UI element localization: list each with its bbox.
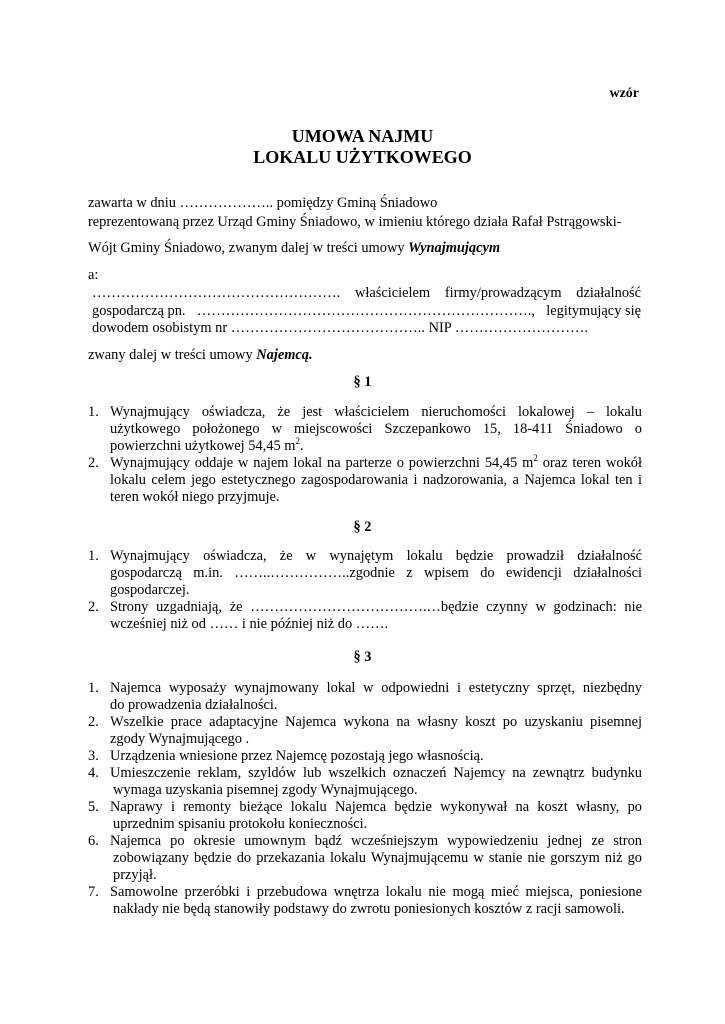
party-line-2-dots: …………………………………………………………….,	[196, 303, 535, 319]
intro-line-2: reprezentowaną przez Urząd Gminy Śniadowo, w imieniu którego działa Rafał Pstrągowski-	[88, 214, 622, 230]
list-item-line	[110, 438, 642, 455]
tenant-clause-text: zwany dalej w treści umowy	[88, 347, 257, 363]
list-item-line: Urządzenia wniesione przez Najemcę pozostają jego własnością.	[110, 748, 484, 764]
list-item-number: 2.	[88, 455, 99, 471]
list-item	[88, 455, 642, 506]
section-2-list	[88, 548, 642, 633]
list-item-text: powierzchni użytkowej 54,45 m	[110, 438, 296, 454]
document-label: wzór	[609, 86, 639, 101]
list-item-line: uprzednim spisaniu protokołu konieczności.	[113, 816, 368, 832]
list-item-line: zgody Wynajmującego .	[110, 731, 250, 747]
list-item-number: 3.	[88, 748, 99, 764]
list-item-number: 7.	[88, 884, 99, 900]
list-item-number: 6.	[88, 833, 99, 849]
list-item-line: lokalu celem jego estetycznego zagospodarowania i nadzorowania, a Najemca lokal ten i	[110, 472, 642, 488]
list-item-line	[110, 455, 642, 472]
party-line-2-word-2: legitymujący się	[546, 303, 641, 319]
list-item-number: 2.	[88, 599, 99, 615]
list-item	[88, 884, 642, 918]
tenant-role: Najemcą.	[256, 347, 313, 363]
list-item	[88, 833, 642, 884]
list-item	[88, 548, 642, 599]
list-item-line: wymaga uzyskania pisemnej zgody Wynajmującego.	[113, 782, 418, 798]
list-item-text: oraz teren wokół	[537, 455, 642, 471]
party-line-1	[92, 285, 641, 302]
list-item-line: Wszelkie prace adaptacyjne Najemca wykona na własny koszt po uzyskaniu pisemnej	[110, 714, 642, 730]
list-item-line: gospodarczą m.in. ……..……………..zgodnie z wpisem do ewidencji działalności	[110, 565, 642, 581]
party-line-2	[92, 303, 641, 320]
list-item-number: 1.	[88, 680, 99, 696]
document-title-line-1: UMOWA NAJMU	[291, 126, 434, 146]
intro-a: a:	[88, 267, 99, 283]
list-item-line: Umieszczenie reklam, szyldów lub wszelkich oznaczeń Najemcy na zewnątrz budynku	[110, 765, 642, 781]
list-item-line: Wynajmujący oświadcza, że jest właścicielem nieruchomości lokalowej – lokalu	[110, 404, 642, 420]
list-item-line: Samowolne przeróbki i przebudowa wnętrza lokalu nie mogą mieć miejsca, poniesione	[110, 884, 642, 900]
list-item-number: 5.	[88, 799, 99, 815]
list-item-number: 1.	[88, 548, 99, 564]
list-item-text: Wynajmujący oddaje w najem lokal na parterze o powierzchni 54,45 m	[110, 455, 534, 471]
list-item-line: wcześniej niż od …… i nie później niż do …….	[110, 616, 389, 632]
list-item-number: 1.	[88, 404, 99, 420]
list-item	[88, 404, 642, 455]
list-item	[88, 765, 642, 799]
list-item-line: teren wokół niego przyjmuje.	[110, 489, 280, 505]
intro-line-3-text: Wójt Gminy Śniadowo, zwanym dalej w treści umowy	[88, 240, 409, 256]
section-heading-1: § 1	[353, 374, 372, 390]
list-item-line: Strony uzgadniają, że ……………………………….…będzie czynny w godzinach: nie	[110, 599, 642, 615]
list-item-line: użytkowego położonego w miejscowości Szczepankowo 15, 18-411 Śniadowo o	[110, 421, 642, 437]
superscript: 2	[533, 453, 538, 464]
list-item-line: zobowiązany będzie do przekazania lokalu Wynajmującemu w stanie nie gorszym niż go	[113, 850, 642, 866]
party-line-1-word-1: właścicielem	[354, 285, 431, 301]
list-item-line: Najemca wyposaży wynajmowany lokal w odpowiedni i estetyczny sprzęt, niezbędny	[110, 680, 642, 696]
section-heading-2: § 2	[353, 519, 372, 535]
landlord-role: Wynajmującym	[408, 240, 501, 256]
list-item-line: nakłady nie będą stanowiły podstawy do zwrotu poniesionych kosztów z racji samowoli.	[113, 901, 625, 917]
list-item-line: Wynajmujący oświadcza, że w wynajętym lokalu będzie prowadził działalność	[110, 548, 642, 564]
party-line-1-word-3: działalność	[576, 285, 641, 301]
list-item	[88, 714, 642, 748]
list-item	[88, 680, 642, 714]
party-line-1-dots: …………………………………………….	[92, 285, 341, 301]
party-line-2-word-1: gospodarczą pn.	[92, 303, 186, 319]
superscript: 2	[295, 436, 300, 447]
party-line-3: dowodem osobistym nr ………………………………….. NIP ……………………….	[92, 320, 588, 336]
list-item-line: Najemca po okresie umownym bądź wcześniejszym wypowiedzeniu jednej ze stron	[110, 833, 642, 849]
section-1-list	[88, 404, 642, 506]
list-item-line: do prowadzenia działalności.	[110, 697, 278, 713]
list-item	[88, 748, 642, 765]
list-item-line: przyjął.	[113, 867, 157, 883]
list-item-number: 4.	[88, 765, 99, 781]
intro-line-1: zawarta w dniu ……………….. pomiędzy Gminą Śniadowo	[88, 195, 438, 211]
list-item	[88, 799, 642, 833]
list-item	[88, 599, 642, 633]
list-item-number: 2.	[88, 714, 99, 730]
intro-line-3	[88, 239, 500, 258]
list-item-text: .	[299, 438, 304, 454]
document-title-line-2: LOKALU UŻYTKOWEGO	[253, 147, 472, 167]
party-line-1-word-2: firmy/prowadzącym	[444, 285, 562, 301]
list-item-line: Naprawy i remonty bieżące lokalu Najemca będzie wykonywał na koszt własny, po	[110, 799, 642, 815]
section-3-list	[88, 680, 642, 918]
section-heading-3: § 3	[353, 649, 372, 665]
list-item-line: gospodarczej.	[110, 582, 190, 598]
tenant-clause	[88, 346, 313, 365]
